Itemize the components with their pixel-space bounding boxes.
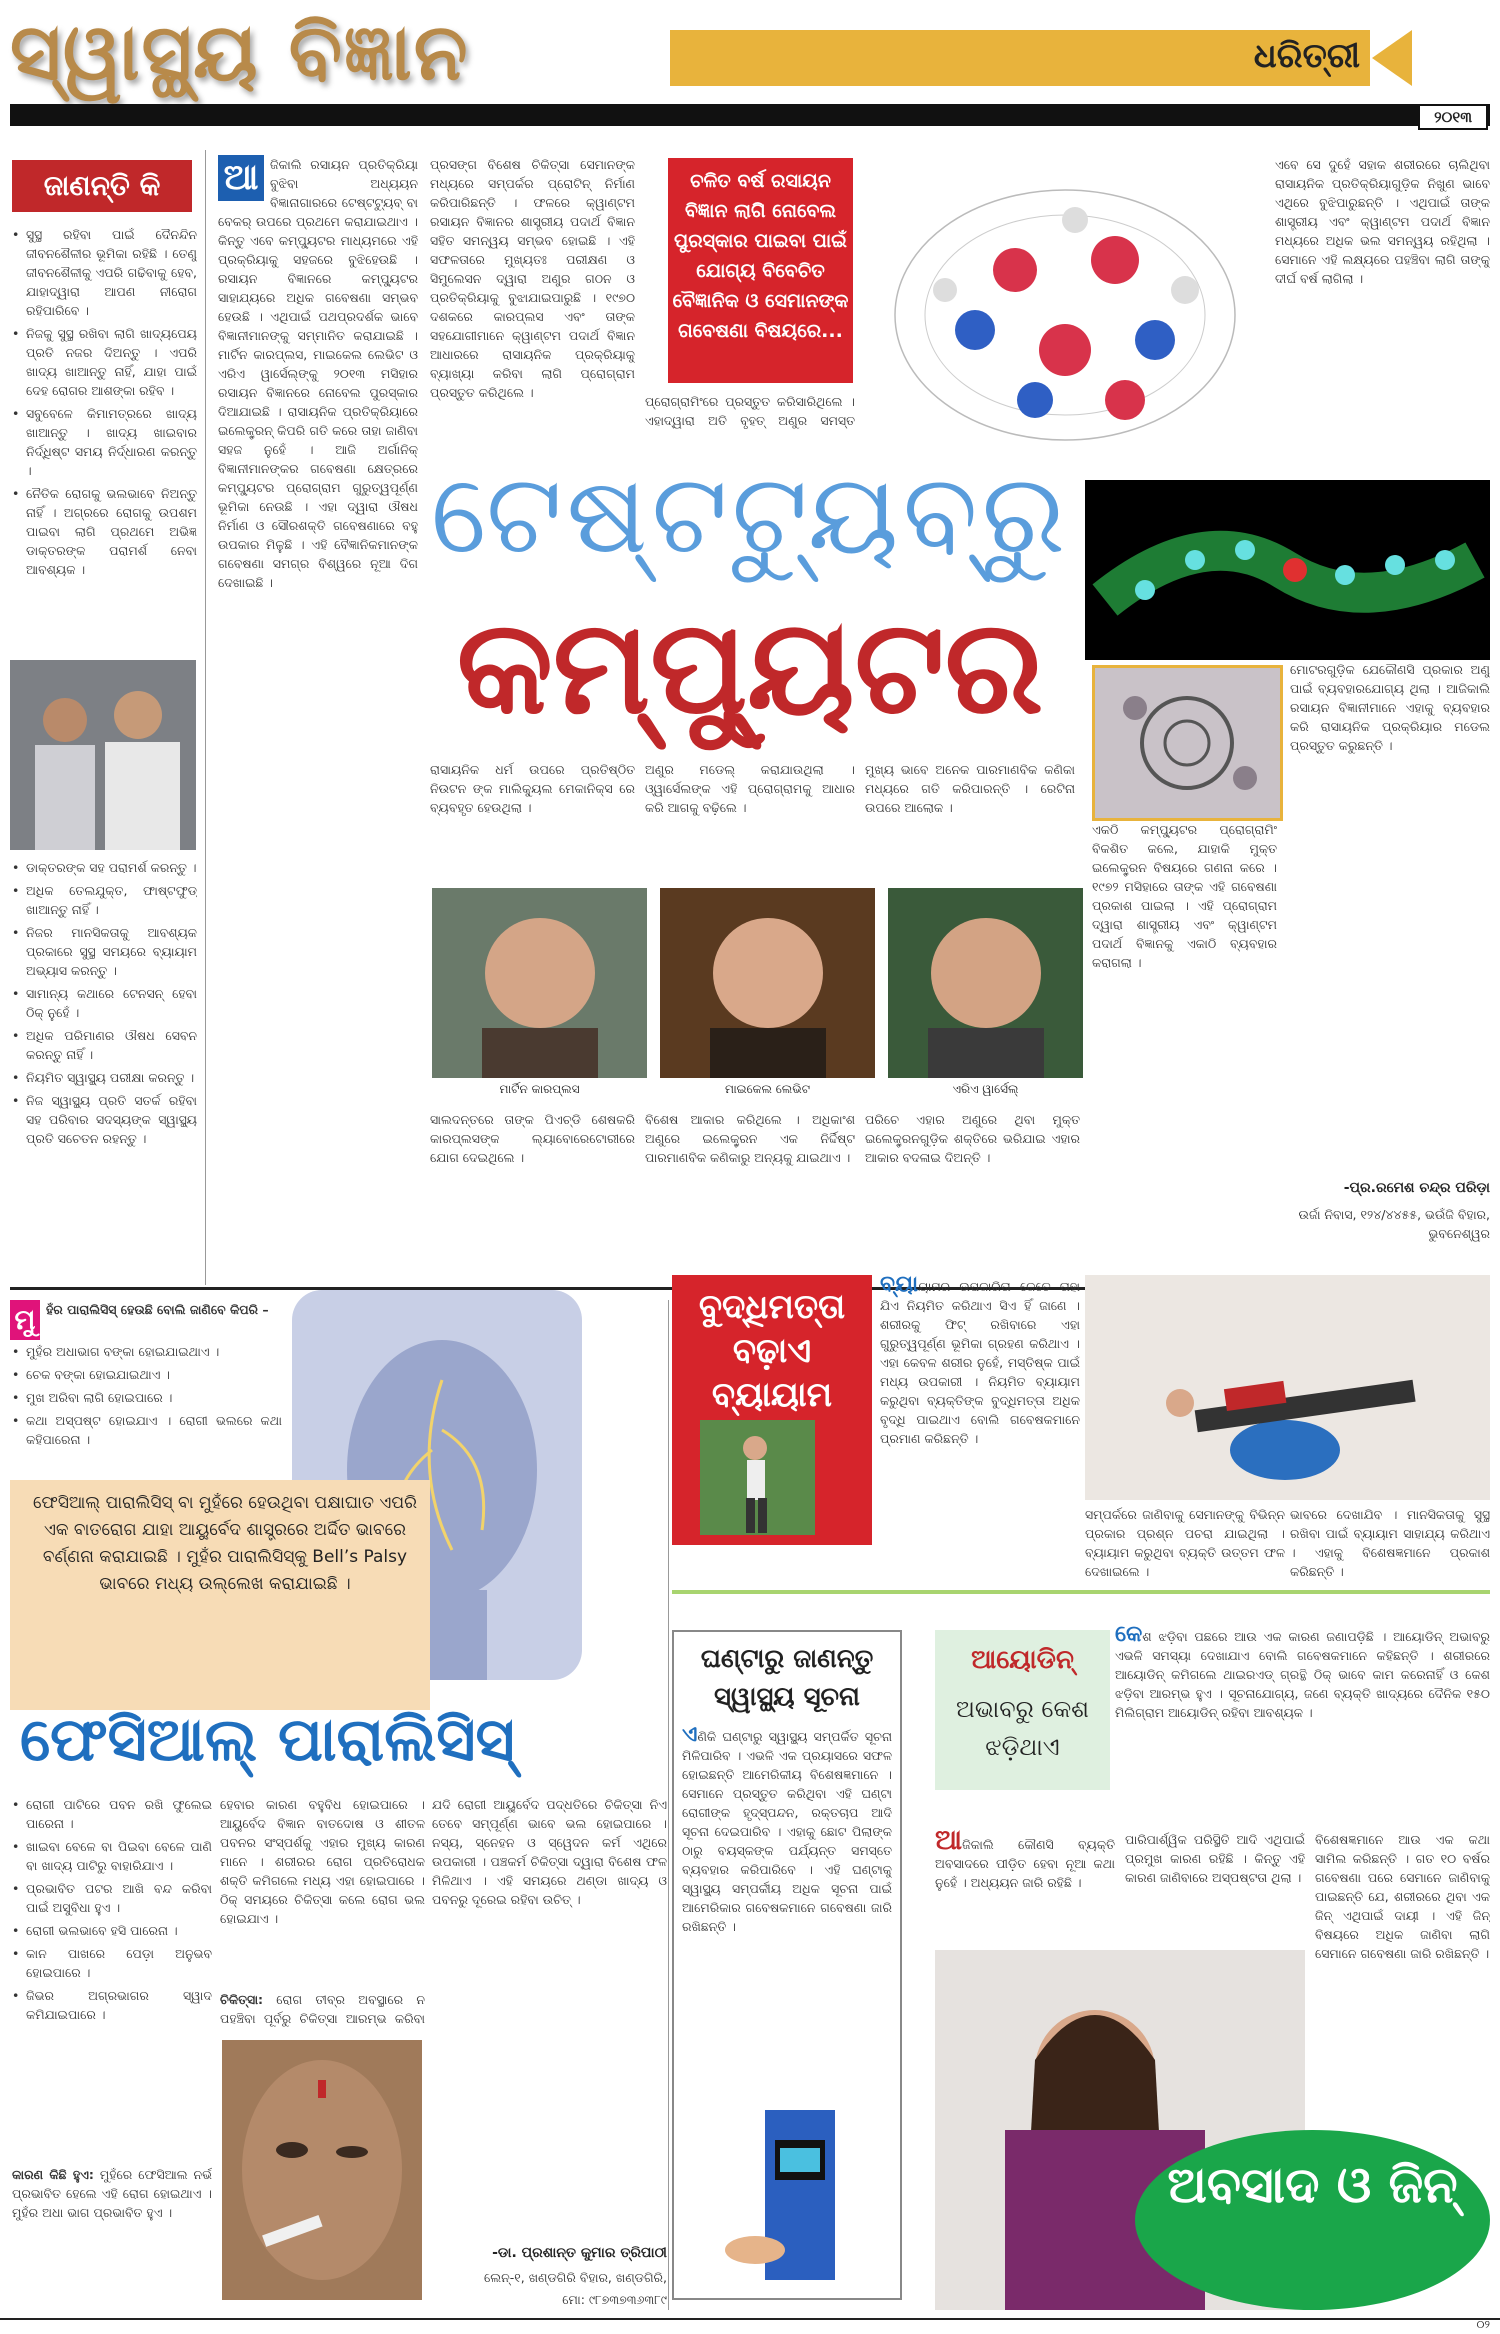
row2-text-3: ପରିଚେ ଏହାର ଅଣୁରେ ଥିବା ମୁକ୍ତ ଇଲେକ୍ଟ୍ରନଗୁଡ଼ିକ ଶକ୍ତିରେ ଭରିଯାଇ ଏହାର ଆକାର ବଦଳାଇ ଦିଅନ୍ତି । bbox=[865, 1112, 1080, 1165]
footer-rule bbox=[0, 2318, 1500, 2320]
brand-banner-tail bbox=[1372, 30, 1412, 86]
exercise-col1: ବ୍ୟାୟାମର ଉପକାରିତା କେତେ ତାହା ଯିଏ ନିୟମିତ କରିଥାଏ ସିଏ ହିଁ ଜାଣେ । ଶରୀରକୁ ଫିଟ୍ ରଖିବାରେ ଏହା ଗୁରୁତ୍ୱପୂର୍ଣ୍ଣ ଭୂମିକା ଗ୍ରହଣ କରିଥାଏ । ଏହା କେବଳ ଶରୀର ନୁହେଁ, ମସ୍ତିଷ୍କ ପାଇଁ ମଧ୍ୟ ଉପକାରୀ । ନିୟମିତ ବ୍ୟାୟାମ କରୁଥିବା ବ୍ୟକ୍ତିଙ୍କ ବୁଦ୍ଧିମତ୍ତା ଅଧିକ ବୃଦ୍ଧି ପାଇଥାଏ ବୋଲି ଗବେଷକମାନେ ପ୍ରମାଣ କରିଛନ୍ତି । bbox=[880, 1275, 1080, 1545]
treatment-heading: ଚିକିତ୍ସା: bbox=[220, 1992, 264, 2007]
list-item: • ରୋଗୀ ଭଲଭାବେ ହସି ପାରେନା । bbox=[12, 1921, 212, 1940]
list-item: • ଡାକ୍ତରଙ୍କ ସହ ପରାମର୍ଶ କରନ୍ତୁ । bbox=[12, 858, 197, 877]
sidebar-list-bottom bbox=[12, 858, 197, 1288]
list-item: • ଚେକ ବଙ୍କା ହୋଇଯାଇଥାଏ । bbox=[12, 1365, 282, 1384]
column-divider bbox=[205, 150, 206, 1285]
row2-text-2: ବିଶେଷ ଆକାର କରିଥିଲେ । ଅଧିକାଂଶ ଅଣୁରେ ଇଲେକ୍ଟ୍ରନ ଏକ ନିର୍ଦ୍ଦିଷ୍ଟ ପାରମାଣବିକ କଣିକାରୁ ଅନ୍ୟକୁ ଯାଇଥାଏ । bbox=[645, 1112, 855, 1165]
list-item: • କାନ ପାଖରେ ପେଡ଼ା ଅନୁଭବ ହୋଇପାରେ । bbox=[12, 1944, 212, 1982]
author-signature: -ଡା. ପ୍ରଶାନ୍ତ କୁମାର ତ୍ରିପାଠୀ bbox=[492, 2245, 667, 2261]
depression-headline: ଅବସାଦ ଓ ଜିନ୍ bbox=[1135, 2130, 1490, 2310]
list-item: • ସୁସ୍ଥ ରହିବା ପାଇଁ ଦୈନନ୍ଦିନ ଜୀବନଶୈଳୀର ଭୂମିକା ରହିଛି । ତେଣୁ ଜୀବନଶୈଳୀକୁ ଏପରି ଗଢିବାକୁ ହେବ, ଯାହାଦ୍ୱାରା ଆପଣ ନୀରୋଗ ରହିପାରିବେ । bbox=[12, 225, 197, 320]
list-item: • ସବୁବେଳେ କିମାମତ୍ରରେ ଖାଦ୍ୟ ଖାଆନ୍ତୁ । ଖାଦ୍ୟ ଖାଇବାର ନିର୍ଦ୍ଧିଷ୍ଟ ସମୟ ନିର୍ଦ୍ଧାରଣ କରନ୍ତୁ । bbox=[12, 404, 197, 480]
lead-article-col2b: ପ୍ରୋଗ୍ରାମିଂରେ ପ୍ରସ୍ତୁତ କରିସାରିଥିଲେ । ଏହାଦ୍ୱାରା ଅତି ବୃହତ୍ ଅଣୁର ସମସ୍ତ bbox=[645, 394, 855, 428]
iodine-headline-red: ଆୟୋଡିନ୍ bbox=[971, 1645, 1074, 1675]
molecule-closeup-image bbox=[1092, 665, 1283, 821]
iodine-text: କେଶ ଝଡ଼ିବା ପଛରେ ଆଉ ଏକ କାରଣ ଜଣାପଡ଼ିଛି । ଆୟୋଡିନ୍ ଅଭାବରୁ ଏଭଳି ସମସ୍ୟା ଦେଖାଯାଏ ବୋଲି ଗବେଷକମାନେ କହିଛନ୍ତି । ଶରୀରରେ ଆୟୋଡିନ୍ କମିଗଲେ ଥାଇରଏଡ୍ ଗ୍ରନ୍ଥି ଠିକ୍ ଭାବେ କାମ କରେନାହିଁ ଓ କେଶ ଝଡ଼ିବା ଆରମ୍ଭ ହୁଏ । ସୂଚନାଯୋଗ୍ୟ, ଜଣେ ବ୍ୟକ୍ତି ଖାଦ୍ୟରେ ଦୈନିକ ୧୫୦ ମିଲିଗ୍ରାମ ଆୟୋଡିନ୍ ରହିବା ଆବଶ୍ୟକ । bbox=[1115, 1625, 1490, 1805]
portrait-warshel bbox=[888, 888, 1083, 1078]
doctor-patient-photo bbox=[10, 660, 196, 850]
sidebar-heading: ଜାଣନ୍ତି କି bbox=[12, 160, 192, 212]
dropcap: ଏ bbox=[682, 1725, 698, 1747]
facial-cause: କାରଣ କିଛି ହୁଏ: ମୁହଁରେ ଫେସିଆଲ ନର୍ଭ ପ୍ରଭାବିତ ହେଲେ ଏହି ରୋଗ ହୋଇଥାଏ । ମୁହଁର ଅଧା ଭାଗ ପ୍ରଭାବିତ ହୁଏ । bbox=[12, 2167, 212, 2220]
caption-levitt: ମାଇକେଲ ଲେଭିଟ bbox=[724, 1082, 811, 1096]
depression-col2: ପାରିପାର୍ଶ୍ୱିକ ପରିସ୍ଥିତି ଆଦି ଏଥିପାଇଁ ପ୍ରମୁଖ କାରଣ ରହିଛି । କିନ୍ତୁ ଏହି କାରଣ ଜାଣିବାରେ ଅସ୍ପଷ୍ଟତା ଥିଲା । bbox=[1125, 1832, 1305, 1885]
list-item: • ନିଜକୁ ସୁସ୍ଥ ରଖିବା ଲାଗି ଖାଦ୍ୟପେୟ ପ୍ରତି ନଜର ଦିଅନ୍ତୁ । ଏପରି ଖାଦ୍ୟ ଖାଆନ୍ତୁ ନାହିଁ, ଯାହା ପାଇଁ ଦେହ ରୋଗର ଆଶଙ୍କା ରହିବ । bbox=[12, 324, 197, 400]
depression-col3: ବିଶେଷଜ୍ଞମାନେ ଆଉ ଏକ କଥା ସାମିଲ କରିଛନ୍ତି । ଗତ ୧୦ ବର୍ଷର ଗବେଷଣା ପରେ ସେମାନେ ଜାଣିବାକୁ ପାଇଛନ୍ତି ଯେ, ଶରୀରରେ ଥିବା ଏକ ଜିନ୍ ଏଥିପାଇଁ ଦାୟୀ । ଏହି ଜିନ୍ ବିଷୟରେ ଅଧିକ ଜାଣିବା ଲାଗି ସେମାନେ ଗବେଷଣା ଜାରି ରଖିଛନ୍ତି । bbox=[1315, 1832, 1490, 1961]
row-text-1: ରାସାୟନିକ ଧର୍ମ ଉପରେ ପ୍ରତିଷ୍ଠିତ ନିଉଟନ ଙ୍କ ମାଲିକ୍ୟୁଲ ମେକାନିକ୍ସ ରେ ବ୍ୟବହୃତ ହେଉଥିଲା । bbox=[430, 762, 635, 815]
lead-article-col1: ଆ ଜିକାଲି ରସାୟନ ପ୍ରତିକ୍ରିୟା ବୁଝିବା ଅଧ୍ୟୟନ ବିଜ୍ଞାନାଗାରରେ ଟେଷ୍ଟଟ୍ୟୁବ୍ ବା ବେକର୍ ଉପରେ ପ୍ରଥମେ କରାଯାଇଥାଏ । କିନ୍ତୁ ଏବେ କମ୍ପ୍ୟୁଟର ମାଧ୍ୟମରେ ଏହି ପ୍ରକ୍ରିୟାକୁ ସହଜରେ ବୁଝିହେଉଛି । ରସାୟନ ବିଜ୍ଞାନରେ କମ୍ପ୍ୟୁଟର ସାହାଯ୍ୟରେ ଅଧିକ ଗବେଷଣା ସମ୍ଭବ ହେଉଛି । ଏଥିପାଇଁ ପଥପ୍ରଦର୍ଶକ ଭାବେ ବିଜ୍ଞାନୀମାନଙ୍କୁ ସମ୍ମାନିତ କରାଯାଇଛି । ମାର୍ଟିନ କାରପ୍ଲସ, ମାଇକେଲ ଲେଭିଟ ଓ ଏରିଏ ୱାର୍ସେଲ୍‌ଙ୍କୁ ୨୦୧୩ ମସିହାର ରସାୟନ ବିଜ୍ଞାନରେ ନୋବେଲ ପୁରସ୍କାର ଦିଆଯାଇଛି । ରାସାୟନିକ ପ୍ରତିକ୍ରିୟାରେ ଇଲେକ୍ଟ୍ରନ୍ କିପରି ଗତି କରେ ତାହା ଜାଣିବା ସହଜ ନୁହେଁ । ଆଜି ଅର୍ଗାନିକ୍ ବିଜ୍ଞାନୀମାନଙ୍କର ଗବେଷଣା କ୍ଷେତ୍ରରେ କମ୍ପ୍ୟୁଟର ପ୍ରୋଗ୍ରାମ ଗୁରୁତ୍ୱପୂର୍ଣ୍ଣ ଭୂମିକା ନେଉଛି । ଏହା ଦ୍ୱାରା ଔଷଧ ନିର୍ମାଣ ଓ ସୌରଶକ୍ତି ଗବେଷଣାରେ ବହୁ ଉପକାର ମିଳୁଛି । ଏହି ବୈଜ୍ଞାନିକମାନଙ୍କ ଗବେଷଣା ସମଗ୍ର ବିଶ୍ୱରେ ନୂଆ ଦିଗ ଦେଖାଇଛି । bbox=[218, 157, 418, 590]
headline-line1: ଟେଷ୍ଟଟ୍ୟୁବ୍‌ରୁ bbox=[430, 450, 1070, 578]
list-item: • ଜିଭର ଅଗ୍ରଭାଗର ସ୍ୱାଦ କମିଯାଇପାରେ । bbox=[12, 1986, 212, 2024]
exercise-col3: ଭାବରେ ଦେଖାଯିବ । ମାନସିକତାକୁ ସୁସ୍ଥ ରଖିବା ପାଇଁ ବ୍ୟାୟାମ ସାହାଯ୍ୟ କରିଥାଏ । ଏହାକୁ ବିଶେଷଜ୍ଞମାନେ ପ୍ରକାଶ କରିଛନ୍ତି । bbox=[1290, 1507, 1490, 1579]
dropcap: ଆ bbox=[218, 155, 264, 201]
list-item: • ଖାଇବା ବେଳେ ବା ପିଇବା ବେଳେ ପାଣି ବା ଖାଦ୍ୟ ପାଟିରୁ ବାହାରିଯାଏ । bbox=[12, 1837, 212, 1875]
page-number: ୦୨ bbox=[1476, 2318, 1490, 2331]
header-rule bbox=[10, 104, 1490, 126]
molecule-3d-image bbox=[865, 150, 1265, 480]
section-title: ସ୍ୱାସ୍ଥ୍ୟ ବିଜ୍ଞାନ bbox=[10, 7, 470, 98]
facial-headline: ଫେସିଆଲ୍ ପାରାଲିସିସ୍ bbox=[20, 1705, 515, 1775]
woman-exercise-photo bbox=[700, 1420, 815, 1535]
dropcap: ଆ bbox=[935, 1830, 963, 1856]
row2-text-1: ସାଲଦନ୍ତରେ ତାଙ୍କ ପିଏଚ୍‌ଡି ଶେଷକରି କାରପ୍ଲସଙ୍କ ଲ୍ୟାବୋରେଟୋରୀରେ ଯୋଗ ଦେଇଥିଲେ । bbox=[430, 1112, 635, 1165]
row-text-2: ଅଣୁର ମଡେଲ୍ କରାଯାଉଥିଲା । ଓ୍ୱାର୍ସେଲଙ୍କ ଏହି ପ୍ରୋଗ୍ରାମକୁ ଆଧାର କରି ଆଗକୁ ବଢ଼ିଲେ । bbox=[645, 762, 855, 815]
caption-karplus: ମାର୍ଟିନ କାରପ୍ଲସ bbox=[499, 1082, 580, 1096]
row-text-3: ମୁଖ୍ୟ ଭାବେ ଅନେକ ପାରମାଣବିକ କଣିକା ମଧ୍ୟରେ ଗତି କରିପାରନ୍ତି । ରେଟିନା ଉପରେ ଆଲୋକ । bbox=[865, 762, 1075, 815]
list-item: • ରୋଗୀ ପାଟିରେ ପବନ ରଖି ଫୁଲେଇ ପାରେନା । bbox=[12, 1795, 212, 1833]
iodine-headline: ଅଭାବରୁ କେଶ ଝଡ଼ିଥାଏ bbox=[955, 1695, 1090, 1761]
tips-headline: ଘଣ୍ଟାରୁ ଜାଣନ୍ତୁ ସ୍ୱାସ୍ଥ୍ୟ ସୂଚନା bbox=[700, 1644, 874, 1712]
portrait-levitt bbox=[660, 888, 875, 1078]
lead-article-right-top: ଏବେ ସେ ଦୁହେଁ ସହାକ ଶରୀରରେ ଚାଲିଥିବା ରାସାୟନିକ ପ୍ରତିକ୍ରିୟାଗୁଡ଼ିକ ନିଖୁଣ ଭାବେ ଏଥିରେ ବୁଝିପାରୁଛନ୍ତି । ଏଥିପାଇଁ ତାଙ୍କ ଶାସ୍ତ୍ରୀୟ ଏବଂ କ୍ୱାଣ୍ଟମ ପଦାର୍ଥ ବିଜ୍ଞାନ ମଧ୍ୟରେ ଅଧିକ ଭଲ ସମନ୍ୱୟ ରହିଥିଲା । ସେମାନେ ଏହି ଲକ୍ଷ୍ୟରେ ପହଞ୍ଚିବା ଲାଗି ତାଙ୍କୁ ଦୀର୍ଘ ବର୍ଷ ଲାଗିଲା । bbox=[1275, 157, 1490, 286]
dropcap: କେ bbox=[1115, 1625, 1143, 1647]
author-address: ଲେନ୍-୧, ଖଣ୍ଡଗିରି ବିହାର, ଖଣ୍ଡଗିରି, bbox=[483, 2270, 667, 2285]
list-item: • ନିଜର ମାନସିକତାକୁ ଆବଶ୍ୟକ ପ୍ରକାରେ ସୁସ୍ଥ ସମୟରେ ବ୍ୟାୟାମ ଅଭ୍ୟାସ କରନ୍ତୁ । bbox=[12, 923, 197, 980]
list-item: • ମୁଖ ଅରିବା ଲାଗି ହୋଇପାରେ । bbox=[12, 1388, 282, 1407]
facial-col1-list bbox=[12, 1795, 212, 2160]
column-divider bbox=[668, 1300, 669, 2310]
cause-heading: କାରଣ କିଛି ହୁଏ: bbox=[12, 2167, 94, 2182]
list-item: • ନିଜ ସ୍ୱାସ୍ଥ୍ୟ ପ୍ରତି ସତର୍କ ରହିବା ସହ ପରିବାର ସଦସ୍ୟଙ୍କ ସ୍ୱାସ୍ଥ୍ୟ ପ୍ରତି ସଚେତନ ରହନ୍ତୁ । bbox=[12, 1091, 197, 1148]
list-item: • ଅଧିକ ତେଲଯୁକ୍ତ, ଫାଷ୍ଟଫୁଡ୍ ଖାଆନ୍ତୁ ନାହିଁ । bbox=[12, 881, 197, 919]
highlight-box: ଚଳିତ ବର୍ଷ ରସାୟନ ବିଜ୍ଞାନ ଲାଗି ନୋବେଲ ପୁରସ୍କାର ପାଇବା ପାଇଁ ଯୋଗ୍ୟ ବିବେଚିତ ବୈଜ୍ଞାନିକ ଓ ସେମାନଙ୍କ ଗବେଷଣା ବିଷୟରେ... bbox=[668, 158, 853, 383]
molecule-green-image bbox=[1085, 480, 1490, 660]
tips-text: ଏଣିକି ଘଣ୍ଟାରୁ ସ୍ୱାସ୍ଥ୍ୟ ସମ୍ପର୍କିତ ସୂଚନା ମିଳିପାରିବ । ଏଭଳି ଏକ ପ୍ରୟାସରେ ସଫଳ ହୋଇଛନ୍ତି ଆମେରିକୀୟ ବିଶେଷଜ୍ଞମାନେ । ସେମାନେ ପ୍ରସ୍ତୁତ କରିଥିବା ଏହି ଘଣ୍ଟା ରୋଗୀଙ୍କ ହୃଦ୍‌ସ୍ପନ୍ଦନ, ରକ୍ତଚାପ ଆଦି ସୂଚନା ଦେଇପାରିବ । ଏହାକୁ ଛୋଟ ପିଲାଙ୍କ ଠାରୁ ବୟସ୍କଙ୍କ ପର୍ଯ୍ୟନ୍ତ ସମସ୍ତେ ବ୍ୟବହାର କରିପାରିବେ । ଏହି ଘଣ୍ଟାକୁ ସ୍ୱାସ୍ଥ୍ୟ ସମ୍ପର୍କୀୟ ଅଧିକ ସୂଚନା ପାଇଁ ଆମେରିକାର ଗବେଷକମାନେ ଗବେଷଣା ଜାରି ରଖିଛନ୍ତି । bbox=[682, 1725, 892, 2095]
list-item: • ନୈତିକ ରୋଗକୁ ଭଲଭାବେ ନିଅନ୍ତୁ ନାହିଁ । ଅଗ୍ରରେ ରୋଗକୁ ଉପଶମ ପାଇବା ଲାଗି ପ୍ରଥମେ ଅଭିଜ୍ଞ ଡାକ୍ତରଙ୍କ ପରାମର୍ଶ ନେବା ଆବଶ୍ୟକ । bbox=[12, 484, 197, 579]
facial-intro-heading: ହଁର ପାରାଲିସିସ୍ ହେଉଛି ବୋଲି ଜାଣିବେ କିପରି – bbox=[46, 1302, 269, 1317]
woman-plank-photo bbox=[1085, 1275, 1490, 1500]
depression-col1: ଆଜିକାଲି କୌଣସି ବ୍ୟକ୍ତି ଅବସାଦରେ ପୀଡ଼ିତ ହେବା ନୂଆ କଥା ନୁହେଁ । ଅଧ୍ୟୟନ ଜାରି ରହିଛି । bbox=[935, 1830, 1115, 1950]
list-item: • କଥା ଅସ୍ପଷ୍ଟ ହୋଇଯାଏ । ରୋଗୀ ଭଲରେ କଥା କହିପାରେନା । bbox=[12, 1411, 282, 1449]
dropcap: ମୁ bbox=[10, 1300, 40, 1340]
list-item: • ନିୟମିତ ସ୍ୱାସ୍ଥ୍ୟ ପରୀକ୍ଷା କରନ୍ତୁ । bbox=[12, 1068, 197, 1087]
caption-warshel: ଏରିଏ ୱାର୍ସେଲ୍ bbox=[952, 1082, 1019, 1096]
lead-article-right-mid: ଏକଠି କମ୍ପ୍ୟୁଟର ପ୍ରୋଗ୍ରାମିଂ ବିକଶିତ କଲେ, ଯାହାକି ମୁକ୍ତ ଇଲେକ୍ଟ୍ରନ ବିଷୟରେ ଗଣନା କରେ । ୧୯୭୨ ମସିହାରେ ତାଙ୍କ ଏହି ଗବେଷଣା ପ୍ରକାଶ ପାଇଲା । ଏହି ପ୍ରୋଗ୍ରାମ ଦ୍ୱାରା ଶାସ୍ତ୍ରୀୟ ଏବଂ କ୍ୱାଣ୍ଟମ ପଦାର୍ଥ ବିଜ୍ଞାନକୁ ଏକାଠି ବ୍ୟବହାର କରାଗଲା । bbox=[1092, 822, 1277, 970]
arcade-machine-image bbox=[720, 2100, 870, 2290]
portrait-karplus bbox=[432, 888, 647, 1078]
headline-line2: କମ୍ପ୍ୟୁଟର bbox=[456, 590, 1044, 743]
newspaper-name: ଧରିତ୍ରୀ bbox=[1253, 36, 1360, 76]
section-rule-green bbox=[672, 1590, 1490, 1594]
author-signature: -ପ୍ର.ରମେଶ ଚନ୍ଦ୍ର ପରିଡ଼ା bbox=[1343, 1180, 1490, 1196]
facial-treatment: ଚିକିତ୍ସା: ରୋଗ ତୀବ୍ର ଅବସ୍ଥାରେ ନ ପହଞ୍ଚିବା ପୂର୍ବରୁ ଚିକିତ୍ସା ଆରମ୍ଭ କରିବା bbox=[220, 1992, 425, 2026]
author-phone: ମୋ: ୯୮୭୩୭୩୬୩୮୯ bbox=[562, 2292, 667, 2307]
dropcap: ବ୍ୟା bbox=[880, 1275, 919, 1297]
year-label: ୨୦୧୩ bbox=[1418, 104, 1488, 130]
author-address: ଉର୍ଜା ନିବାସ, ୧୨୪/୪୪୫୫, ଭଉଁଜି ବିହାର, ଭୁବନେଶ୍ୱର bbox=[1298, 1207, 1490, 1241]
list-item: • ଅଧିକ ପରିମାଣର ଔଷଧ ସେବନ କରନ୍ତୁ ନାହିଁ । bbox=[12, 1026, 197, 1064]
sidebar-list-top bbox=[12, 225, 197, 655]
list-item: • ପ୍ରଭାବିତ ପଟର ଆଖି ବନ୍ଦ କରିବା ପାଇଁ ଅସୁବିଧା ହୁଏ । bbox=[12, 1879, 212, 1917]
lead-article-right-low: ମୋଟରଗୁଡ଼ିକ ଯେକୌଣସି ପ୍ରକାର ଅଣୁ ପାଇଁ ବ୍ୟବହାରଯୋଗ୍ୟ ଥିଲା । ଆଜିକାଲି ରସାୟନ ବିଜ୍ଞାନୀମାନେ ଏହାକୁ ବ୍ୟବହାର କରି ରାସାୟନିକ ପ୍ରକ୍ରିୟାର ମଡେଲ ପ୍ରସ୍ତୁତ କରୁଛନ୍ତି । bbox=[1290, 662, 1490, 753]
list-item: • ସାମାନ୍ୟ କଥାରେ ଟେନସନ୍ ହେବା ଠିକ୍ ନୁହେଁ । bbox=[12, 984, 197, 1022]
exercise-headline: ବୁଦ୍ଧିମତ୍ତା ବଢ଼ାଏ ବ୍ୟାୟାମ bbox=[698, 1287, 846, 1415]
facial-symptom-list bbox=[12, 1342, 282, 1462]
patient-face-photo bbox=[222, 2040, 422, 2300]
exercise-col2: ସମ୍ପର୍କରେ ଜାଣିବାକୁ ସେମାନଙ୍କୁ ବିଭିନ୍ନ ପ୍ରକାର ପ୍ରଶ୍ନ ପଚରା ଯାଇଥିଲା । ବ୍ୟାୟାମ କରୁଥିବା ବ୍ୟକ୍ତି ଉତ୍ତମ ଫଳ ଦେଖାଇଲେ । bbox=[1085, 1507, 1285, 1579]
lead-article-col2: ପ୍ରସଙ୍ଗ ବିଶେଷ ଚିକିତ୍ସା ସେମାନଙ୍କ ମଧ୍ୟରେ ସମ୍ପର୍କର ପ୍ରୋଟିନ୍ ନିର୍ମାଣ କରିପାରିଛନ୍ତି । ଫଳରେ କ୍ୱାଣ୍ଟମ ରସାୟନ ବିଜ୍ଞାନର ଶାସ୍ତ୍ରୀୟ ପଦାର୍ଥ ବିଜ୍ଞାନ ସହିତ ସମନ୍ୱୟ ସମ୍ଭବ ହୋଇଛି । ଏହି ସଫଳତାରେ ମୁଖ୍ୟତଃ ପରୀକ୍ଷଣ ଓ ସିମୁଲେସନ ଦ୍ୱାରା ଅଣୁର ଗଠନ ଓ ପ୍ରତିକ୍ରିୟାକୁ ବୁଝାଯାଇପାରୁଛି । ୧୯୭୦ ଦଶକରେ କାରପ୍ଲସ ଏବଂ ତାଙ୍କ ସହଯୋଗୀମାନେ କ୍ୱାଣ୍ଟମ ପଦାର୍ଥ ବିଜ୍ଞାନ ଆଧାରରେ ରାସାୟନିକ ପ୍ରକ୍ରିୟାକୁ ବ୍ୟାଖ୍ୟା କରିବା ଲାଗି ପ୍ରୋଗ୍ରାମ ପ୍ରସ୍ତୁତ କରିଥିଲେ । bbox=[430, 157, 635, 400]
facial-col2: ହେବାର କାରଣ ବହୁବିଧ ହୋଇପାରେ । ଆୟୁର୍ବେଦ ବିଜ୍ଞାନ ବାତଦୋଷ ଓ ଶୀତଳ ପବନର ସଂସ୍ପର୍ଶକୁ ଏହାର ମୁଖ୍ୟ କାରଣ ମାନେ । ଶରୀରର ରୋଗ ପ୍ରତିରୋଧକ ଶକ୍ତି କମିଗଲେ ମଧ୍ୟ ଏହା ହୋଇପାରେ । ଠିକ୍ ସମୟରେ ଚିକିତ୍ସା କଲେ ରୋଗ ଭଲ ହୋଇଯାଏ । bbox=[220, 1797, 425, 1926]
list-item: • ମୁହଁର ଅଧାଭାଗ ବଙ୍କା ହୋଇଯାଇଥାଏ । bbox=[12, 1342, 282, 1361]
facial-callout-text: ଫେସିଆଲ୍ ପାରାଲିସିସ୍ ବା ମୁହଁରେ ହେଉଥିବା ପକ୍ଷାଘାତ ଏପରି ଏକ ବାତରୋଗ ଯାହା ଆୟୁର୍ବେଦ ଶାସ୍ତ୍ରରେ ଅର୍ଦ୍ଦିତ ଭାବରେ ବର୍ଣ୍ଣନା କରାଯାଇଛି । ମୁହଁର ପାରାଲିସିସ୍‌କୁ Bell’s Palsy ଭାବରେ ମଧ୍ୟ ଉଲ୍ଲେଖ କରାଯାଇଛି । bbox=[33, 1493, 417, 1594]
facial-col3: ଯଦି ରୋଗୀ ଆୟୁର୍ବେଦ ପଦ୍ଧତିରେ ଚିକିତ୍ସା ନିଏ ତେବେ ସମ୍ପୂର୍ଣ୍ଣ ଭାବେ ଭଲ ହୋଇପାରେ । ନସ୍ୟ, ସ୍ନେହନ ଓ ସ୍ୱେଦନ କର୍ମ ଏଥିରେ ଉପକାରୀ । ପଞ୍ଚକର୍ମ ଚିକିତ୍ସା ଦ୍ୱାରା ବିଶେଷ ଫଳ ମିଳିଥାଏ । ଏହି ସମୟରେ ଥଣ୍ଡା ଖାଦ୍ୟ ଓ ପବନରୁ ଦୂରେଇ ରହିବା ଉଚିତ୍ । bbox=[432, 1797, 667, 1907]
